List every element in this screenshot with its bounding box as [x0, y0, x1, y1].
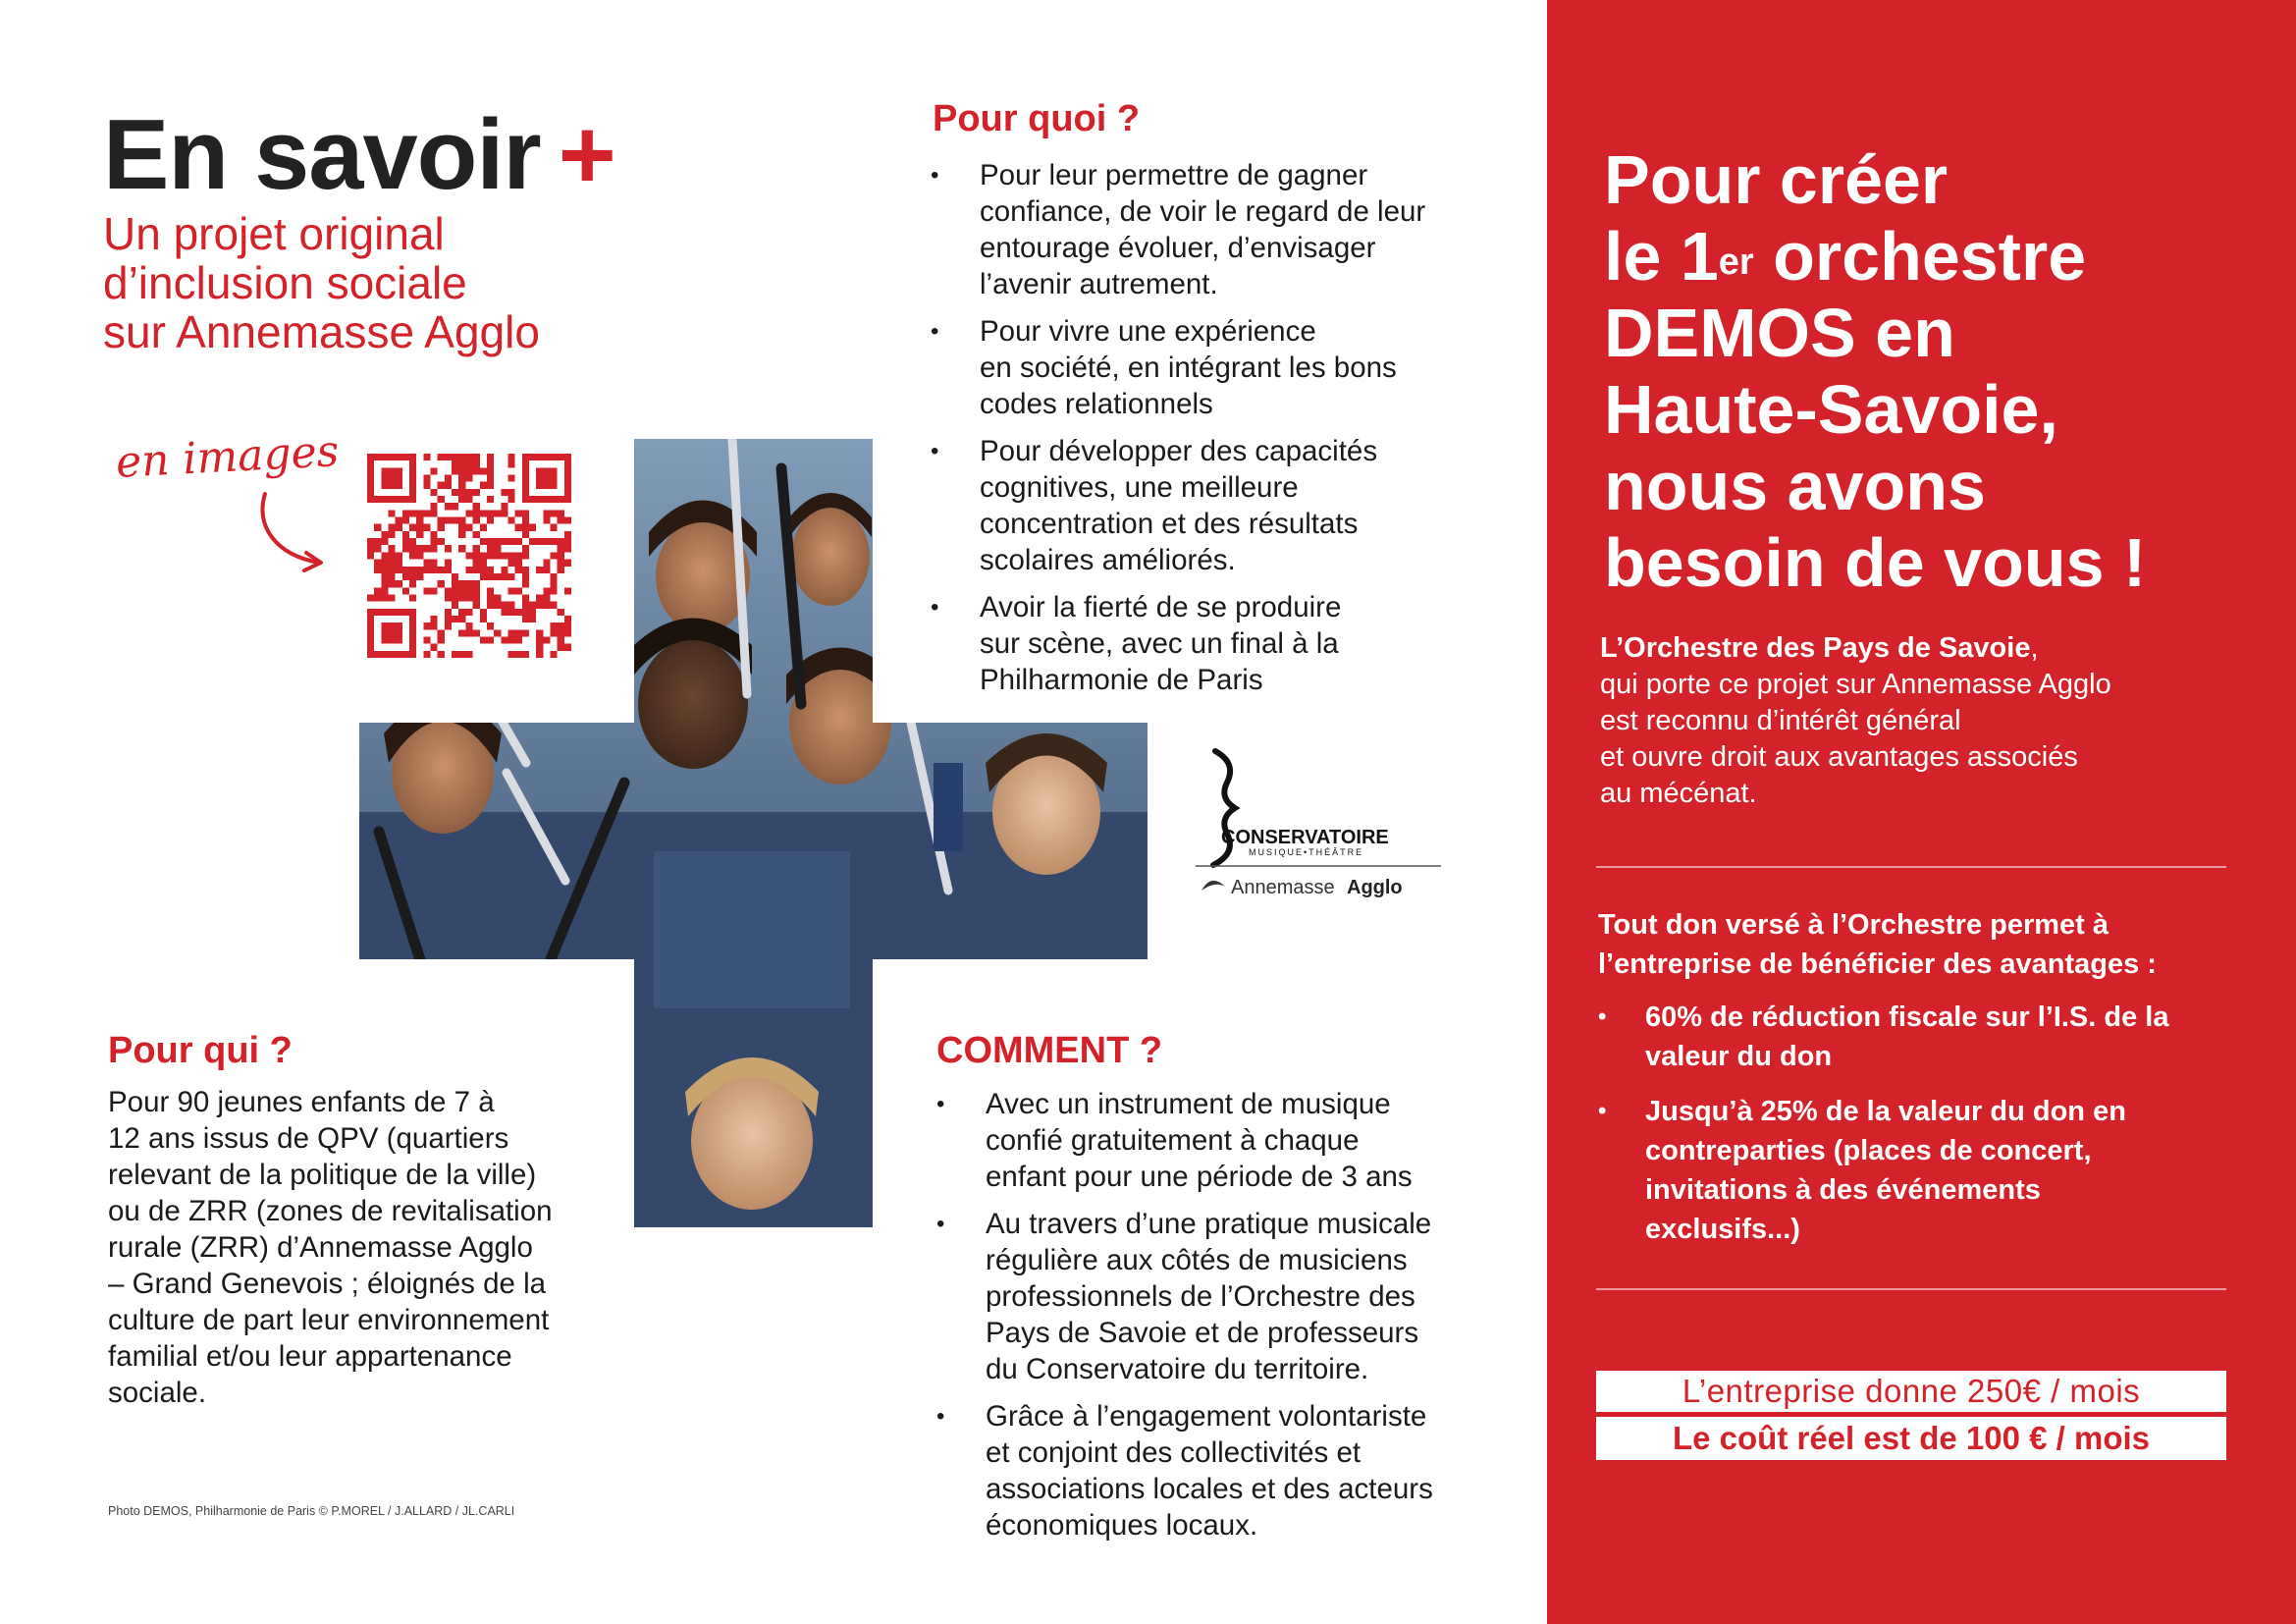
comment-heading: COMMENT ? [936, 1030, 1163, 1071]
text-line: confiance, de voir le regard de leur [980, 195, 1426, 228]
headline-line [1604, 218, 2146, 295]
text-line: • Pour développer des capacités [980, 435, 1378, 467]
text-line: scolaires améliorés. [980, 544, 1236, 576]
text-line: valeur du don [1645, 1041, 1833, 1072]
logo-org2: Agglo [1347, 877, 1403, 898]
don-line: l’entreprise de bénéficier des avantages : [1598, 948, 2157, 980]
list-item [936, 1206, 1486, 1387]
headline-part: le 1 [1604, 218, 1719, 295]
subtitle-line: sur Annemasse Agglo [103, 306, 540, 357]
text-line: codes relationnels [980, 388, 1213, 420]
text-line: • Avec un instrument de musique [986, 1088, 1391, 1120]
text-line: rurale (ZRR) d’Annemasse Agglo [108, 1231, 533, 1264]
list-item [1598, 1092, 2226, 1249]
plus-icon: + [558, 100, 615, 210]
don-text [1598, 905, 2157, 984]
text-line: • Avoir la fierté de se produire [980, 591, 1342, 623]
text-line: contreparties (places de concert, [1645, 1135, 2092, 1166]
page-title [103, 100, 615, 210]
headline-line: besoin de vous ! [1604, 524, 2147, 601]
subtitle-line: d’inclusion sociale [103, 257, 467, 308]
intro-line: et ouvre droit aux avantages associés [1600, 741, 2078, 773]
panel-headline [1604, 141, 2146, 601]
intro-bold: L’Orchestre des Pays de Savoie [1600, 632, 2031, 664]
pour-quoi-list [931, 157, 1480, 709]
list-item [931, 313, 1480, 422]
intro-line: est reconnu d’intérêt général [1600, 705, 1961, 736]
subtitle [103, 209, 731, 356]
pour-qui-heading: Pour qui ? [108, 1030, 293, 1071]
text-line: associations locales et des acteurs [986, 1473, 1433, 1505]
text-line: sur scène, avec un final à la [980, 627, 1339, 660]
intro-line [1600, 630, 2111, 667]
headline-line: Haute-Savoie, [1604, 371, 2058, 448]
subtitle-line: Un projet original [103, 208, 445, 259]
text-line: sociale. [108, 1377, 207, 1409]
text-line: et conjoint des collectivités et [986, 1436, 1362, 1469]
text-line: ou de ZRR (zones de revitalisation [108, 1195, 553, 1227]
panel-intro [1600, 630, 2111, 812]
intro-comma: , [2030, 632, 2039, 664]
list-item [931, 433, 1480, 578]
text-line: l’avenir autrement. [980, 268, 1218, 300]
text-line: culture de part leur environnement [108, 1304, 550, 1336]
logo-org1: Annemasse [1231, 877, 1335, 898]
curved-arrow-icon [245, 486, 334, 574]
text-line: relevant de la politique de la ville) [108, 1159, 537, 1191]
text-line: 12 ans issus de QPV (quartiers [108, 1122, 509, 1155]
text-line: en société, en intégrant les bons [980, 352, 1397, 384]
text-line: • Au travers d’une pratique musicale [986, 1208, 1432, 1240]
text-line: • Pour leur permettre de gagner [980, 159, 1368, 191]
text-line: – Grand Genevois ; éloignés de la [108, 1268, 547, 1300]
intro-line: qui porte ce projet sur Annemasse Agglo [1600, 669, 2111, 700]
photo-credit: Photo DEMOS, Philharmonie de Paris © P.MOREL / J.ALLARD / JL.CARLI [108, 1504, 515, 1518]
text-line: régulière aux côtés de musiciens [986, 1244, 1408, 1276]
divider [1596, 1288, 2226, 1290]
headline-line: Pour créer [1604, 141, 1949, 218]
text-line: • 60% de réduction fiscale sur l’I.S. de la [1645, 1001, 2169, 1033]
headline-sup: er [1718, 242, 1754, 283]
don-line: Tout don versé à l’Orchestre permet à [1598, 909, 2109, 941]
headline-line: DEMOS en [1604, 295, 1955, 371]
list-item [931, 589, 1480, 698]
divider [1596, 866, 2226, 868]
text-line: invitations à des événements [1645, 1174, 2041, 1206]
text-line: • Jusqu’à 25% de la valeur du don en [1645, 1096, 2126, 1127]
text-line: Philharmonie de Paris [980, 664, 1263, 696]
text-line: cognitives, une meilleure [980, 471, 1299, 504]
logo-sub: MUSIQUE•THÉÂTRE [1249, 847, 1364, 857]
text-line: économiques locaux. [986, 1509, 1258, 1542]
list-item [936, 1398, 1486, 1543]
logo-name: CONSERVATOIRE [1221, 827, 1389, 848]
pour-quoi-heading: Pour quoi ? [933, 98, 1141, 139]
text-line: concentration et des résultats [980, 508, 1359, 540]
en-images-label: en images [114, 426, 341, 488]
text-line: familial et/ou leur appartenance [108, 1340, 512, 1373]
list-item [936, 1086, 1486, 1195]
text-line: exclusifs...) [1645, 1214, 1800, 1245]
text-line: entourage évoluer, d’envisager [980, 232, 1376, 264]
list-item [931, 157, 1480, 302]
text-line: confié gratuitement à chaque [986, 1124, 1360, 1157]
conservatoire-logo [1190, 743, 1447, 910]
text-line: Pays de Savoie et de professeurs [986, 1317, 1419, 1349]
text-line: • Grâce à l’engagement volontariste [986, 1400, 1427, 1433]
avantages-list [1598, 998, 2226, 1265]
title-text: En savoir [103, 100, 541, 210]
text-line: du Conservatoire du territoire. [986, 1353, 1369, 1385]
donation-amount-box: L’entreprise donne 250€ / mois [1596, 1371, 2226, 1412]
text-line: Pour 90 jeunes enfants de 7 à [108, 1086, 495, 1118]
text-line: professionnels de l’Orchestre des [986, 1280, 1415, 1313]
headline-line: nous avons [1604, 448, 1986, 524]
headline-part: orchestre [1753, 218, 2087, 295]
intro-line: au mécénat. [1600, 778, 1757, 809]
text-line: • Pour vivre une expérience [980, 315, 1316, 348]
text-line: enfant pour une période de 3 ans [986, 1161, 1413, 1193]
comment-list [936, 1086, 1486, 1554]
real-cost-box: Le coût réel est de 100 € / mois [1596, 1417, 2226, 1460]
list-item [1598, 998, 2226, 1076]
